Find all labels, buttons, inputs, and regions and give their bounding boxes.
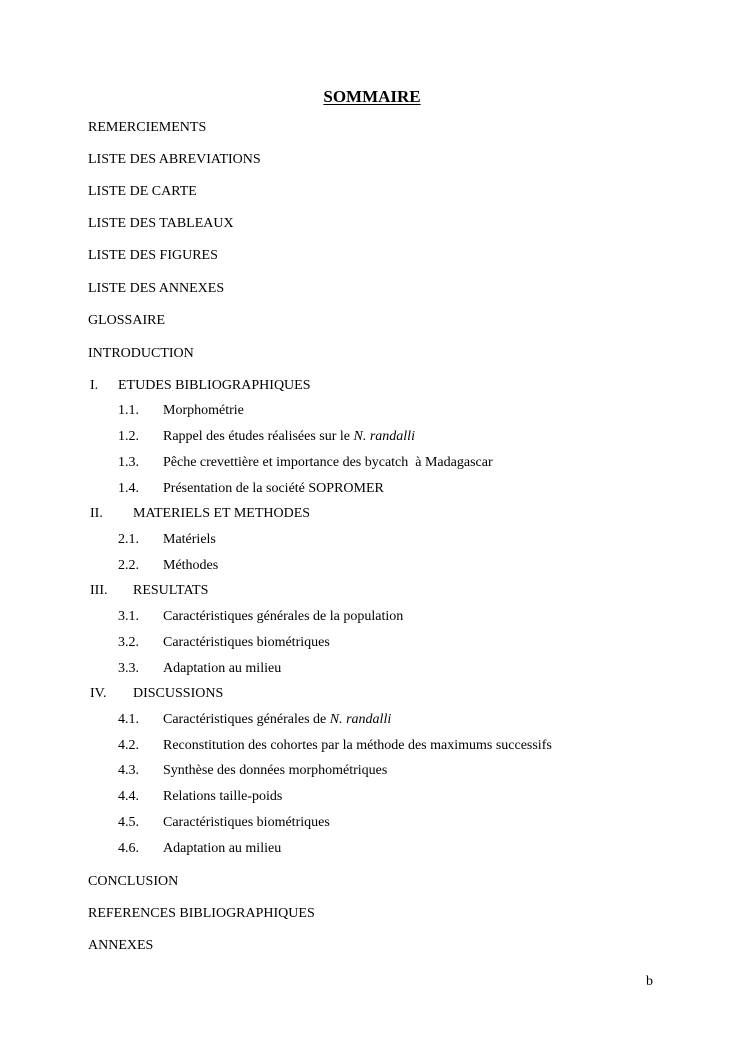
chapter-number: II. bbox=[90, 506, 103, 521]
section-number: 3.2. bbox=[118, 635, 139, 650]
section-number: 4.6. bbox=[118, 841, 139, 856]
chapter-title: DISCUSSIONS bbox=[133, 686, 224, 701]
chapter-number: IV. bbox=[90, 686, 107, 701]
page-number: b bbox=[646, 974, 653, 989]
section-title: Morphométrie bbox=[163, 403, 244, 418]
section-number: 3.3. bbox=[118, 661, 139, 676]
toc-entry-tableaux[interactable] bbox=[88, 216, 234, 232]
section-number: 1.4. bbox=[118, 481, 139, 496]
section-title: Pêche crevettière et importance des bycatch à Madagascar bbox=[163, 455, 493, 470]
section-title: Relations taille-poids bbox=[163, 789, 283, 804]
section-number: 1.1. bbox=[118, 403, 139, 418]
toc-entry-references[interactable] bbox=[88, 906, 315, 922]
toc-label: LISTE DES FIGURES bbox=[88, 248, 218, 263]
chapter-number: III. bbox=[90, 583, 108, 598]
section-number: 1.2. bbox=[118, 429, 139, 444]
section-title: Matériels bbox=[163, 532, 216, 547]
section-number: 4.4. bbox=[118, 789, 139, 804]
toc-label: REMERCIEMENTS bbox=[88, 120, 207, 135]
section-number: 4.5. bbox=[118, 815, 139, 830]
section-number: 1.3. bbox=[118, 455, 139, 470]
toc-entry-remerciements[interactable] bbox=[88, 120, 206, 136]
toc-entry-abreviations[interactable] bbox=[88, 152, 261, 168]
toc-label: LISTE DE CARTE bbox=[88, 184, 197, 199]
chapter-title: ETUDES BIBLIOGRAPHIQUES bbox=[118, 378, 311, 393]
section-title: Caractéristiques générales de la population bbox=[163, 609, 404, 624]
page-title: SOMMAIRE bbox=[323, 87, 421, 106]
toc-entry-conclusion[interactable] bbox=[88, 874, 178, 890]
section-title: Caractéristiques biométriques bbox=[163, 815, 330, 830]
toc-entry-carte[interactable] bbox=[88, 184, 197, 200]
section-title: Caractéristiques biométriques bbox=[163, 635, 330, 650]
section-number: 2.1. bbox=[118, 532, 139, 547]
toc-entry-glossaire[interactable] bbox=[88, 313, 165, 329]
toc-label: REFERENCES BIBLIOGRAPHIQUES bbox=[88, 906, 315, 921]
toc-entry-figures[interactable] bbox=[88, 248, 218, 264]
section-title: Adaptation au milieu bbox=[163, 841, 282, 856]
toc-entry-annexes-list[interactable] bbox=[88, 281, 224, 297]
species-name: N. randalli bbox=[353, 429, 415, 444]
chapter-title: MATERIELS ET METHODES bbox=[133, 506, 311, 521]
section-title: Méthodes bbox=[163, 558, 219, 573]
toc-label: ANNEXES bbox=[88, 938, 154, 953]
section-title: Adaptation au milieu bbox=[163, 661, 282, 676]
chapter-number: I. bbox=[90, 378, 99, 393]
section-title: Caractéristiques générales de N. randalli bbox=[163, 712, 392, 727]
toc-label: LISTE DES ANNEXES bbox=[88, 281, 225, 296]
section-number: 4.1. bbox=[118, 712, 139, 727]
section-title: Rappel des études réalisées sur le N. randalli bbox=[163, 429, 415, 444]
section-number: 4.2. bbox=[118, 738, 139, 753]
species-name: N. randalli bbox=[329, 712, 392, 727]
section-number: 3.1. bbox=[118, 609, 139, 624]
section-title: Synthèse des données morphométriques bbox=[163, 763, 388, 778]
section-number: 2.2. bbox=[118, 558, 139, 573]
section-number: 4.3. bbox=[118, 763, 139, 778]
toc-label: LISTE DES ABREVIATIONS bbox=[88, 152, 261, 167]
section-title: Reconstitution des cohortes par la méthode des maximums successifs bbox=[163, 738, 552, 753]
chapter-title: RESULTATS bbox=[133, 583, 209, 598]
toc-entry-annexes[interactable] bbox=[88, 938, 153, 954]
toc-label: GLOSSAIRE bbox=[88, 313, 166, 328]
toc-label: CONCLUSION bbox=[88, 874, 179, 889]
toc-label: LISTE DES TABLEAUX bbox=[88, 216, 234, 231]
toc-entry-introduction[interactable] bbox=[88, 346, 194, 362]
toc-label: INTRODUCTION bbox=[88, 346, 194, 361]
section-title: Présentation de la société SOPROMER bbox=[163, 481, 384, 496]
